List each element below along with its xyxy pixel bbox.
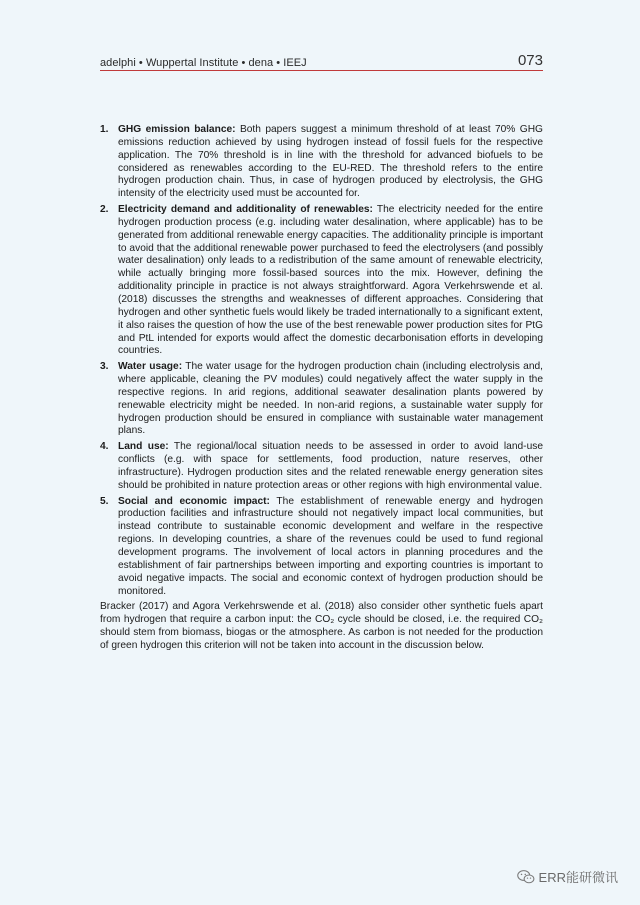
closing-paragraph: Bracker (2017) and Agora Verkehrswende et al. (2018) also consider other synthetic fuels apart from hydrogen that require a carbon input: the CO₂ cycle should be closed, i.e. the required CO₂ should stem from biomass, biogas or the atmosphere. As carbon is not needed for the production of green hydrogen this criterion will not be taken into account in the discussion below. — [100, 601, 543, 651]
item-text: The regional/local situation needs to be assessed in order to avoid land-use conflicts (e.g. with space for settlements, food production, nature reserves, other infrastructure). Hydrogen production sites and the related renewable energy generation sites should be prohibited in nature protection areas or other regions with high environmental value. — [118, 441, 543, 491]
item-number: 4. — [100, 441, 109, 453]
item-heading: Land use: — [118, 441, 169, 453]
item-number: 5. — [100, 495, 109, 507]
item-text: The establishment of renewable energy and hydrogen production facilities and infrastructure should not negatively impact local communities, but instead contribute to sustainable economic development and welfare in the respective regions. In developing countries, a share of the revenues could be used to fund regional development programs. The involvement of local actors in planning procedures and the establishment of fair partnerships between importing and exporting countries is important to avoid negative impacts. The social and economic context of hydrogen production should be monitored. — [118, 495, 544, 597]
watermark-text: ERR能研微讯 — [538, 870, 618, 885]
header-rule — [100, 70, 543, 71]
watermark — [517, 867, 618, 886]
item-number: 3. — [100, 361, 109, 373]
list-item — [100, 361, 543, 438]
list-item — [100, 124, 543, 201]
item-text: The electricity needed for the entire hydrogen production process (e.g. including water desalination, where applicable) has to be generated from additional renewable energy capacities. The additionality principle is important to avoid that the additional renewable power purchased to feed the electrolysers (and possibly water desalination) only leads to a redistribution of the same amount of renewable electricity, while actually bringing more fossil-based sources into the mix. However, defining the additionality principle in practice is not always straightforward. Agora Verkehrswende et al. (2018) discusses the strengths and weaknesses of different approaches. Considering that hydrogen and other synthetic fuels would likely be traded internationally to a significant extent, it also raises the question of how the use of the best renewable power production sites for PtG and PtL intended for exports would affect the domestic decarbonisation efforts in developing countries. — [118, 204, 543, 357]
item-heading: GHG emission balance: — [118, 124, 236, 135]
item-number: 2. — [100, 204, 109, 216]
header-organizations: adelphi • Wuppertal Institute • dena • IEEJ — [100, 57, 307, 69]
page-header — [100, 52, 543, 72]
item-text: Both papers suggest a minimum threshold of at least 70% GHG emissions reduction achieved by using hydrogen instead of fossil fuels for the respective application. The 70% threshold is in line with the threshold for advanced biofuels to be considered as renewables according to the EU-RED. The threshold refers to the entire hydrogen production chain. Thus, in case of hydrogen produced by electrolysis, the GHG intensity of the electricity used must be accounted for. — [118, 124, 543, 200]
item-heading: Water usage: — [118, 361, 183, 373]
list-item — [100, 496, 543, 599]
page-number: 073 — [517, 52, 543, 69]
item-text: The water usage for the hydrogen production chain (including electrolysis and, where applicable, cleaning the PV modules) could negatively affect the water supply in the respective regions. In arid regions, additional seawater desalination plants powered by renewable electricity might be needed. In non-arid regions, a sustainable water supply for hydrogen production should be ensured in compliance with sustainable water management plans. — [118, 361, 544, 437]
main-content — [100, 124, 543, 653]
item-heading: Social and economic impact: — [118, 495, 270, 507]
list-item — [100, 204, 543, 358]
list-item — [100, 441, 543, 492]
wechat-icon — [517, 869, 535, 885]
item-heading: Electricity demand and additionality of renewables: — [118, 204, 373, 216]
item-number: 1. — [100, 124, 109, 135]
